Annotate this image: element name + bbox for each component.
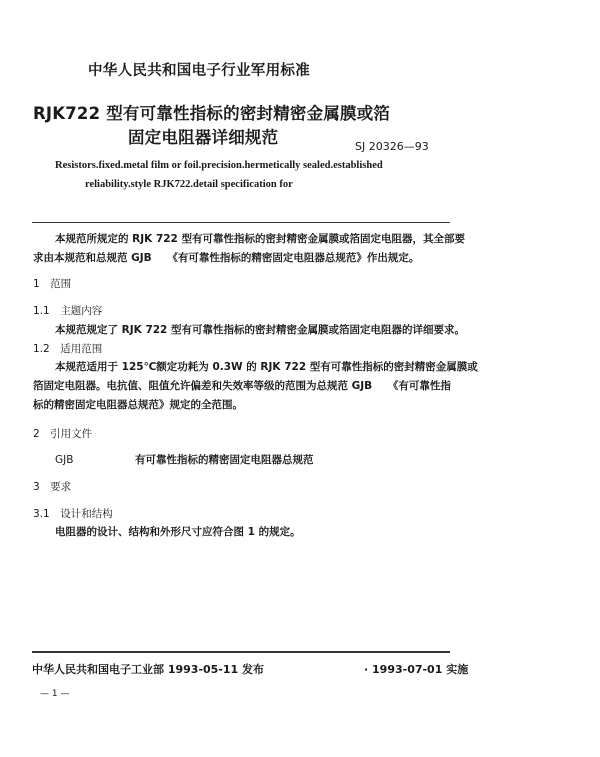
intro-line-1: 本规范所规定的 RJK 722 型有可靠性指标的密封精密金属膜或箔固定电阻器，其全部要 (55, 233, 466, 245)
section-3-1-heading: 3.1 设计和结构 (33, 508, 113, 520)
standard-header: 中华人民共和国电子行业军用标准 (88, 63, 310, 79)
title-line-2: 固定电阻器详细规范 (128, 128, 279, 147)
section-1-1-heading: 1.1 主题内容 (33, 305, 103, 317)
reference-title: 有可靠性指标的精密固定电阻器总规范 (135, 454, 314, 466)
section-3-heading: 3 要求 (33, 481, 72, 493)
english-title-line-2: reliability.style RJK722.detail specification for (85, 179, 293, 190)
issue-date: 中华人民共和国电子工业部 1993-05-11 发布 (32, 663, 265, 676)
section-2-heading: 2 引用文件 (33, 428, 93, 440)
title-line-1: RJK722 型有可靠性指标的密封精密金属膜或箔 (33, 104, 391, 123)
section-1-1-text: 本规范规定了 RJK 722 型有可靠性指标的密封精密金属膜或箔固定电阻器的详细要求。 (55, 324, 466, 336)
intro-line-2: 求由本规范和总规范 GJB 《有可靠性指标的精密固定电阻器总规范》作出规定。 (33, 252, 420, 264)
section-1-2-line-2: 箔固定电阻器。电抗值、阻值允许偏差和失效率等级的范围为总规范 GJB 《有可靠性指 (33, 380, 451, 392)
section-1-2-heading: 1.2 适用范围 (33, 343, 103, 355)
effective-date: · 1993-07-01 实施 (364, 663, 469, 676)
reference-code: GJB (55, 454, 74, 466)
section-1-2-line-1: 本规范适用于 125℃额定功耗为 0.3W 的 RJK 722 型有可靠性指标的密封精密金属膜或 (55, 361, 478, 373)
standard-code: SJ 20326—93 (355, 140, 429, 153)
section-1-2-line-3: 标的精密固定电阻器总规范》规定的全范围。 (33, 399, 243, 411)
page-number: — 1 — (40, 689, 70, 699)
section-3-1-text: 电阻器的设计、结构和外形尺寸应符合图 1 的规定。 (55, 526, 301, 538)
footer-divider (32, 651, 450, 653)
english-title-line-1: Resistors.fixed.metal film or foil.precision.hermetically sealed.established (55, 160, 383, 171)
header-divider (32, 222, 450, 223)
section-1-heading: 1 范围 (33, 278, 72, 290)
